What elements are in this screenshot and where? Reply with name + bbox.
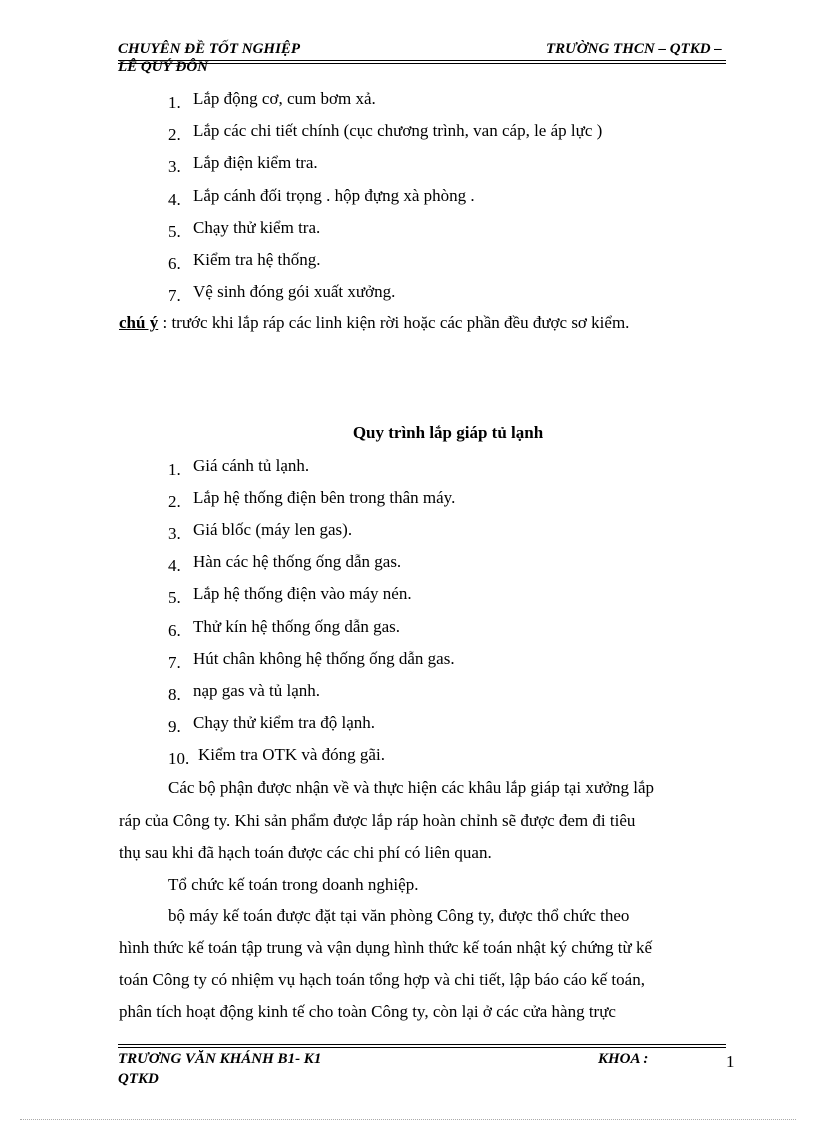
page-number: 1: [726, 1052, 735, 1071]
footer-author: TRƯƠNG VĂN KHÁNH B1- K1: [118, 1051, 322, 1067]
list-item-number: 2.: [168, 125, 181, 144]
list-item-text: Lắp hệ thống điện vào máy nén.: [193, 584, 412, 603]
footer-faculty: KHOA :: [598, 1051, 649, 1067]
list-item-number: 1.: [168, 460, 181, 479]
list-item-number: 3.: [168, 157, 181, 176]
list-item-text: Lắp các chi tiết chính (cục chương trình, van cáp, le áp lực ): [193, 121, 603, 140]
list-item-number: 7.: [168, 653, 181, 672]
list-item-text: Kiểm tra hệ thống.: [193, 250, 321, 269]
note-label: chú ý: [119, 313, 159, 332]
list-item-text: nạp gas và tủ lạnh.: [193, 681, 320, 700]
header-subtitle-left: LÊ QUÝ ĐÔN: [118, 59, 208, 75]
list-item-text: Kiểm tra OTK và đóng gãi.: [198, 745, 385, 764]
header-rule-top: [118, 60, 726, 61]
list-item-number: 5.: [168, 588, 181, 607]
list-item-number: 10.: [168, 749, 190, 768]
footer-class: QTKD: [118, 1071, 159, 1087]
page-bottom-border: [20, 1119, 796, 1120]
list-item-text: Giá cánh tủ lạnh.: [193, 456, 310, 475]
list-item-text: Hút chân không hệ thống ống dẫn gas.: [193, 649, 455, 668]
list-item-text: Vệ sinh đóng gói xuất xưởng.: [193, 282, 396, 301]
list-item-number: 7.: [168, 286, 181, 305]
footer-rule-top: [118, 1044, 726, 1045]
list-item-number: 1.: [168, 93, 181, 112]
note-text: : trước khi lắp ráp các linh kiện rời hoặc các phần đều được sơ kiểm.: [158, 313, 630, 332]
paragraph-line: toán Công ty có nhiệm vụ hạch toán tổng hợp và chi tiết, lập báo cáo kế toán,: [119, 970, 645, 989]
list-item-text: Hàn các hệ thống ống dẫn gas.: [193, 552, 402, 571]
paragraph-line: Các bộ phận được nhận về và thực hiện các khâu lắp giáp tại xưởng lắp: [168, 778, 655, 797]
note-paragraph: [119, 313, 629, 333]
section-title: Quy trình lắp giáp tủ lạnh: [352, 423, 544, 442]
list-item-number: 5.: [168, 222, 181, 241]
paragraph-line: ráp của Công ty. Khi sản phẩm được lắp ráp hoàn chỉnh sẽ được đem đi tiêu: [119, 811, 636, 830]
list-item-number: 3.: [168, 524, 181, 543]
list-item-text: Chạy thử kiểm tra.: [193, 218, 321, 237]
list-item-number: 8.: [168, 685, 181, 704]
header-title-left: CHUYÊN ĐỀ TỐT NGHIỆP: [118, 41, 301, 57]
footer-rule-bottom: [118, 1047, 726, 1048]
paragraph-line: hình thức kế toán tập trung và vận dụng hình thức kế toán nhật ký chứng từ kế: [119, 938, 653, 957]
list-item-number: 6.: [168, 621, 181, 640]
paragraph-line: bộ máy kế toán được đặt tại văn phòng Công ty, được thổ chức theo: [168, 906, 630, 925]
list-item-number: 4.: [168, 190, 181, 209]
list-item-text: Lắp điện kiểm tra.: [193, 153, 318, 172]
paragraph-line: Tổ chức kế toán trong doanh nghiệp.: [168, 875, 419, 894]
paragraph-line: phân tích hoạt động kinh tế cho toàn Công ty, còn lại ở các cửa hàng trực: [119, 1002, 616, 1021]
list-item-text: Chạy thử kiểm tra độ lạnh.: [193, 713, 376, 732]
paragraph-line: thụ sau khi đã hạch toán được các chi phí có liên quan.: [119, 843, 492, 862]
list-item-number: 9.: [168, 717, 181, 736]
list-item-text: Giá blốc (máy len gas).: [193, 520, 353, 539]
list-item-text: Lắp động cơ, cum bơm xả.: [193, 89, 376, 108]
list-item-text: Lắp hệ thống điện bên trong thân máy.: [193, 488, 456, 507]
header-title-right: TRƯỜNG THCN – QTKD –: [546, 41, 722, 57]
list-item-number: 2.: [168, 492, 181, 511]
list-item-number: 4.: [168, 556, 181, 575]
header-rule-bottom: [118, 63, 726, 64]
list-item-text: Lắp cánh đối trọng . hộp đựng xà phòng .: [193, 186, 475, 205]
list-item-number: 6.: [168, 254, 181, 273]
list-item-text: Thử kín hệ thống ống dẫn gas.: [193, 617, 401, 636]
